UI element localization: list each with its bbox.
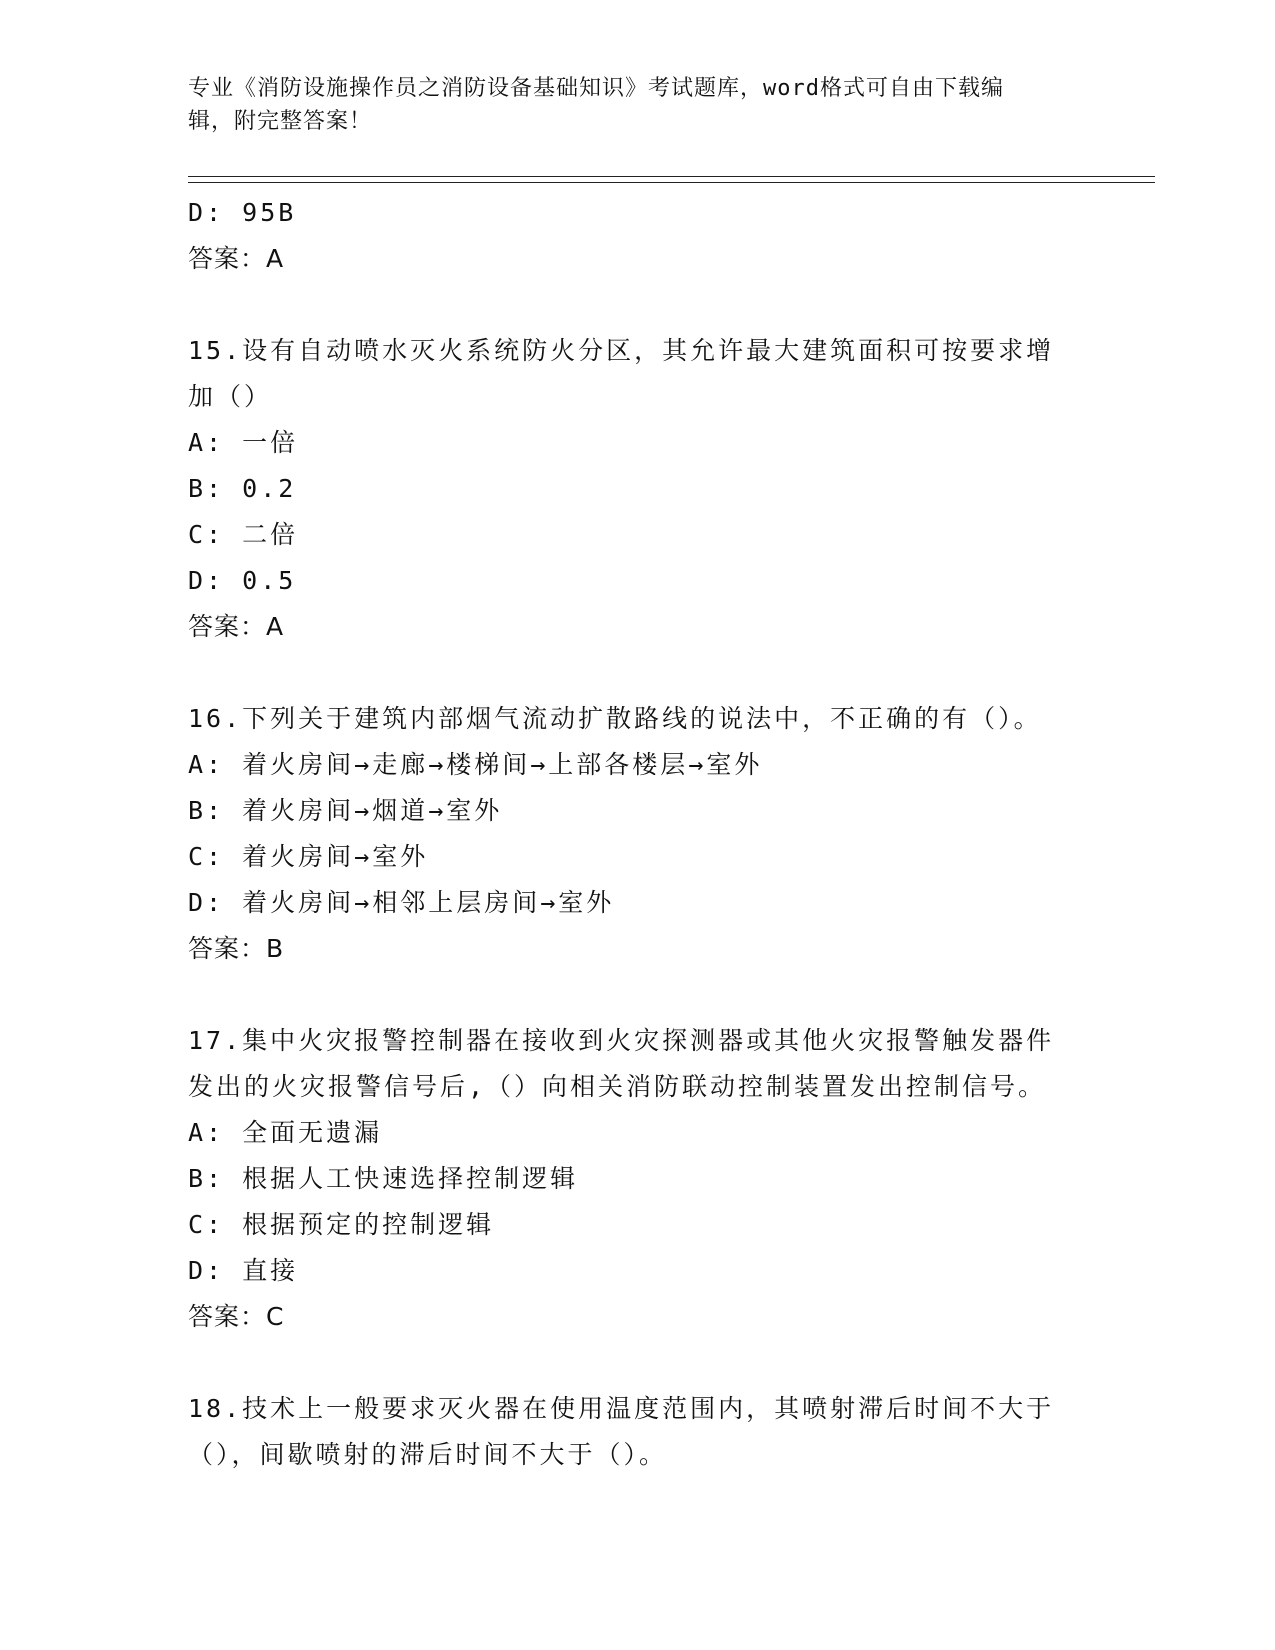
question-stem-cont: （），间歇喷射的滞后时间不大于（）。: [188, 1440, 668, 1469]
option-c: C: 根据预定的控制逻辑: [188, 1210, 495, 1239]
option-b: B: 着火房间→烟道→室外: [188, 796, 503, 825]
document-header: [188, 72, 1088, 138]
header-line-2: 辑，附完整答案！: [188, 109, 373, 134]
answer: 答案：C: [188, 1302, 285, 1331]
option-d: D: 95B: [188, 198, 297, 227]
option-b: B: 根据人工快速选择控制逻辑: [188, 1164, 579, 1193]
answer: 答案：A: [188, 612, 285, 641]
option-c: C: 着火房间→室外: [188, 842, 429, 871]
header-rule-top: [188, 176, 1155, 177]
option-d: D: 着火房间→相邻上层房间→室外: [188, 888, 615, 917]
header-rule-bottom: [188, 182, 1155, 183]
question-16: [188, 696, 1088, 972]
question-list: [188, 190, 1088, 1478]
question-stem: 17.集中火灾报警控制器在接收到火灾探测器或其他火灾报警触发器件: [188, 1026, 1055, 1055]
question-stem: 16.下列关于建筑内部烟气流动扩散路线的说法中，不正确的有（）。: [188, 704, 1042, 733]
question-stem-cont: 加（）: [188, 382, 273, 411]
option-b: B: 0.2: [188, 474, 297, 503]
question-14-tail: [188, 190, 1088, 282]
question-17: [188, 1018, 1088, 1340]
option-c: C: 二倍: [188, 520, 299, 549]
question-stem: 18.技术上一般要求灭火器在使用温度范围内，其喷射滞后时间不大于: [188, 1394, 1055, 1423]
answer: 答案：B: [188, 934, 285, 963]
header-line-1: 专业《消防设施操作员之消防设备基础知识》考试题库，word格式可自由下载编: [188, 76, 1004, 101]
answer: 答案：A: [188, 244, 285, 273]
option-a: A: 着火房间→走廊→楼梯间→上部各楼层→室外: [188, 750, 763, 779]
option-a: A: 一倍: [188, 428, 299, 457]
question-stem: 15.设有自动喷水灭火系统防火分区，其允许最大建筑面积可按要求增: [188, 336, 1055, 365]
question-18: [188, 1386, 1088, 1478]
option-d: D: 直接: [188, 1256, 299, 1285]
question-15: [188, 328, 1088, 650]
option-d: D: 0.5: [188, 566, 297, 595]
question-stem-cont: 发出的火灾报警信号后,（）向相关消防联动控制装置发出控制信号。: [188, 1072, 1047, 1101]
option-a: A: 全面无遗漏: [188, 1118, 383, 1147]
